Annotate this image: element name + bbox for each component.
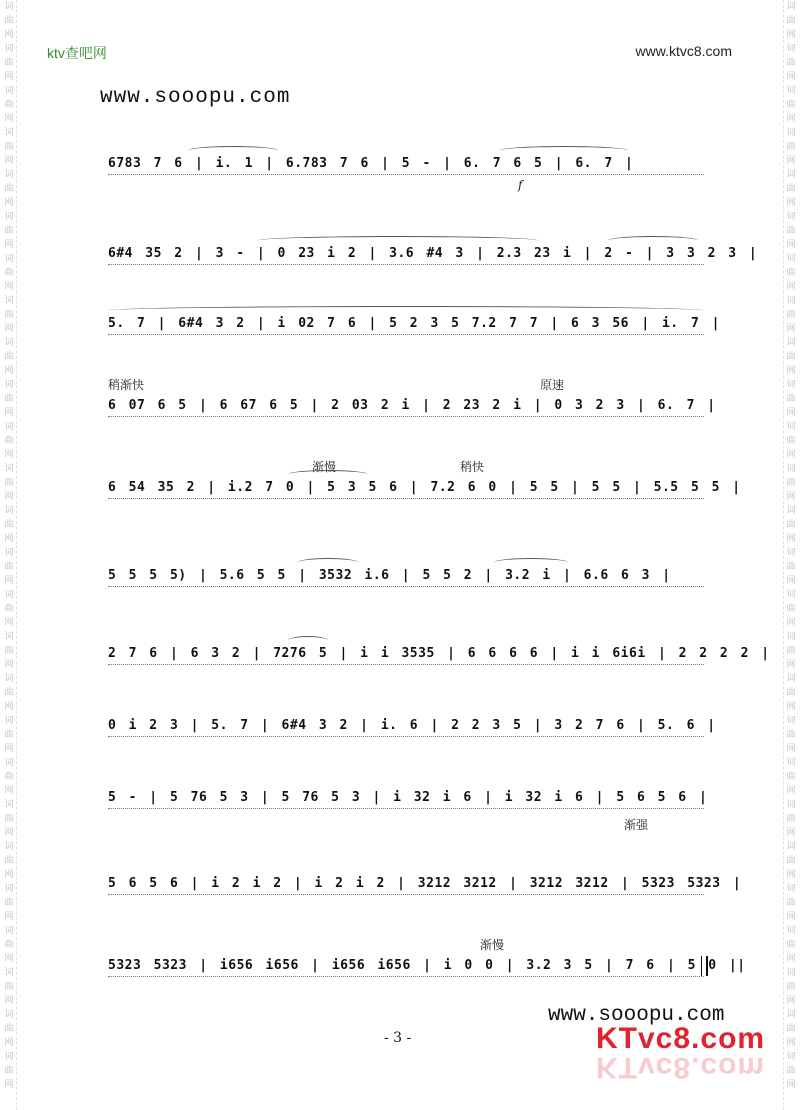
score-row [108,452,741,522]
page-number: - 3 - [384,1030,412,1046]
site-url-right[interactable]: www.ktvc8.com [635,43,732,59]
note-line: 5 - | 5 76 5 3 | 5 76 5 3 | i 32 i 6 | i 32 i 6 | 5 6 5 6 | [108,790,708,805]
tempo-mark: 稍快 [460,460,485,474]
slur-mark [288,470,368,479]
note-line: 6783 7 6 | i. 1 | 6.783 7 6 | 5 - | 6. 7 6 5 | 6. 7 | [108,156,634,171]
slur-mark [188,146,278,155]
underline-beam [108,808,704,810]
underline-beam [108,586,704,588]
score-row [108,690,716,760]
note-line: 6#4 35 2 | 3 - | 0 23 i 2 | 3.6 #4 3 | 2.3 23 i | 2 - | 3 3 2 3 | [108,246,758,261]
note-line: 5 6 5 6 | i 2 i 2 | i 2 i 2 | 3212 3212 | 3212 3212 | 5323 5323 | [108,876,742,891]
underline-beam [108,894,704,896]
watermark-bottom: www.sooopu.com [548,1004,725,1027]
tempo-mark: 渐慢 [480,938,505,952]
score-row [108,762,708,832]
slur-mark [500,146,628,155]
tempo-mark: 原速 [540,378,565,392]
score-row [108,288,720,358]
left-margin-watermark: 词曲网 词曲网 词曲网 词曲网 词曲网 词曲网 词曲网 词曲网 词曲网 词曲网 词曲网 词曲网 词曲网 词曲网 词曲网 词曲网 词曲网 词曲网 词曲网 词曲网 词曲网 词曲网 词曲网 词曲网 词曲网 词曲网 [2,0,17,1110]
score-row [108,930,746,1000]
tempo-mark: 渐强 [624,818,649,832]
slur-mark [494,558,568,567]
underline-beam [108,736,704,738]
underline-beam [108,264,704,266]
score-row [108,218,758,288]
slur-mark [258,236,538,245]
brand-logo-reflection: KTvc8.com [596,1051,766,1084]
brand-logo: KTvc8.com [596,1022,766,1055]
underline-beam [108,174,704,176]
note-line: 5 5 5 5) | 5.6 5 5 | 3532 i.6 | 5 5 2 | 3.2 i | 6.6 6 3 | [108,568,671,583]
note-line: 5323 5323 | i656 i656 | i656 i656 | i 0 0 | 3.2 3 5 | 7 6 | 5 0 || [108,958,746,973]
tempo-mark: f [518,178,523,192]
note-line: 5. 7 | 6#4 3 2 | i 02 7 6 | 5 2 3 5 7.2 7 7 | 6 3 56 | i. 7 | [108,316,720,331]
note-line: 6 07 6 5 | 6 67 6 5 | 2 03 2 i | 2 23 2 i | 0 3 2 3 | 6. 7 | [108,398,716,413]
score-row [108,370,716,440]
right-margin-watermark: 词曲网 词曲网 词曲网 词曲网 词曲网 词曲网 词曲网 词曲网 词曲网 词曲网 词曲网 词曲网 词曲网 词曲网 词曲网 词曲网 词曲网 词曲网 词曲网 词曲网 词曲网 词曲网 词曲网 词曲网 词曲网 词曲网 [783,0,798,1110]
score-row [108,848,742,918]
final-barline [701,956,708,976]
underline-beam [108,416,704,418]
note-line: 6 54 35 2 | i.2 7 0 | 5 3 5 6 | 7.2 6 0 | 5 5 | 5 5 | 5.5 5 5 | [108,480,741,495]
note-line: 2 7 6 | 6 3 2 | 7276 5 | i i 3535 | 6 6 6 6 | i i 6i6i | 2 2 2 2 | [108,646,770,661]
tempo-mark: 稍渐快 [108,378,145,392]
slur-mark [608,236,698,245]
underline-beam [108,498,704,500]
score-row [108,128,708,198]
slur-mark [298,558,358,567]
note-line: 0 i 2 3 | 5. 7 | 6#4 3 2 | i. 6 | 2 2 3 5 | 3 2 7 6 | 5. 6 | [108,718,716,733]
score-row [108,540,708,610]
site-name-left[interactable]: ktv查吧网 [47,45,107,61]
underline-beam [108,976,704,978]
slur-mark [108,306,704,315]
score-row [108,618,770,688]
tempo-mark: 渐慢 [312,460,337,474]
underline-beam [108,334,704,336]
watermark-top: www.sooopu.com [100,86,291,109]
slur-mark [288,636,328,645]
underline-beam [108,664,704,666]
